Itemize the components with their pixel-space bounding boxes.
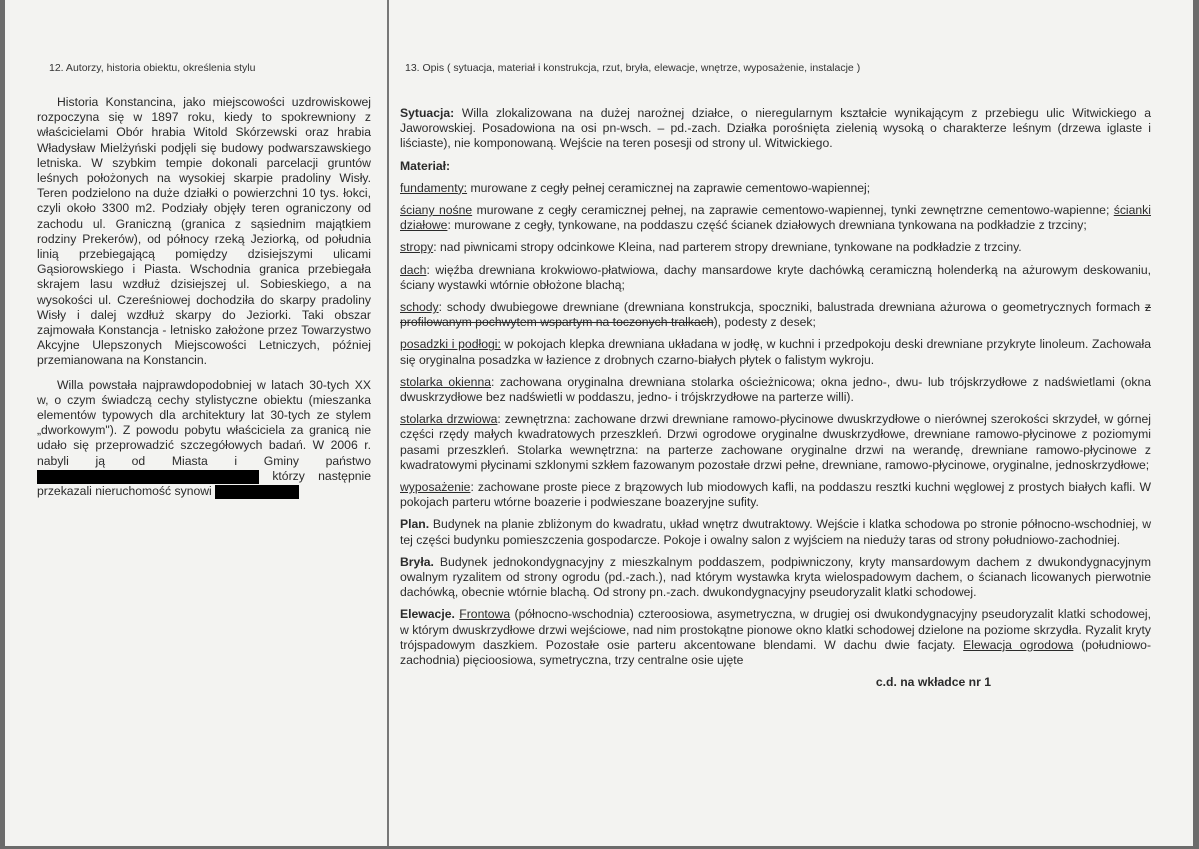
section-13-heading: 13. Opis ( sytuacja, materiał i konstrukcja, rzut, bryła, elewacje, wnętrze, wyposażenie, instalacje ) — [405, 62, 861, 74]
doors-paragraph: stolarka drzwiowa: zewnętrzna: zachowane drzwi drewniane ramowo-płycinowe dwuskrzydłowe o nierównej szerokości skrzydeł, w górnej części rzędy małych kwadratowych przeszkleń. Drzwi ogrodowe oryginalne dwuskrzydłowe, drewniane ramowo-płycinowe z poziomymi pasami przeszkleń. Stolarka wewnętrzna: na parterze zachowane oryginalne drzwi na werandę, drewniane ramowo-płycinowe z kwadratowymi płycinami szklonymi szkłem fazowanym pozostałe drzwi pełne, drewniane, ramowo-płycinowe, oryginalne, jednoskrzydłowe; — [400, 412, 1151, 472]
document-sheet — [5, 0, 1193, 846]
redaction-bar — [215, 485, 299, 499]
foundations-paragraph: fundamenty: murowane z cegły pełnej ceramicznej na zaprawie cementowo-wapiennej; — [400, 180, 871, 195]
roof-paragraph: dach: więźba drewniana krokwiowo-płatwiowa, dachy mansardowe kryte dachówką ceramiczną holenderką na ażurowym deskowaniu, ściany wystawki wtórnie obłożone blachą; — [400, 262, 1151, 292]
left-column — [5, 0, 389, 846]
continuation-note: c.d. na wkładce nr 1 — [875, 675, 991, 690]
floors-paragraph: posadzki i podłogi: w pokojach klepka drewniana układana w jodłę, w kuchni i przedpokoju deski drewniane przykryte linoleum. Zachowała się oryginalna posadzka w łazience z drobnych czarno-białych płytek o falistym wykroju. — [400, 337, 1151, 367]
plan-paragraph: Plan. Budynek na planie zbliżonym do kwadratu, układ wnętrz dwutraktowy. Wejście i klatka schodowa po stronie północno-wschodniej, w tej części budynku pomieszczenia gospodarcze. Pokoje i owalny salon z wyjściem na nieduży taras od strony południowo-zachodniej. — [400, 517, 1151, 547]
situation-paragraph: Sytuacja: Willa zlokalizowana na dużej narożnej działce, o nieregularnym kształcie wynikającym z przebiegu ulic Witwickiego a Jaworowskiej. Posadowiona na osi pn-wsch. – pd.-zach. Działka porośnięta zielenią wysoką o charakterze leśnym (drzewa iglaste i liściaste), nie komponowaną. Wejście na teren posesji od strony ul. Witwickiego. — [400, 106, 1151, 151]
history-paragraph-1: Historia Konstancina, jako miejscowości uzdrowiskowej rozpoczyna się w 1897 roku, kiedy to spokrewniony z właścicielami Obór hrabia Witold Skórzewski oraz hrabia Władysław Mielżyński podjęli się budowy podwarszawskiego letniska. W szybkim tempie dokonali parcelacji gruntów leśnych położonych na wysokiej skarpie pradoliny Wisły. Teren podzielono na duże działki o powierzchni 10 tys. łokci, czyli około 3300 m2. Podziały objęły teren ograniczony od zachodu ul. Graniczną (granica z sąsiednim majątkiem rodziny Prekerów), od północy rzeką Jeziorką, od południa linią przebiegającą pomiędzy dzisiejszymi ulicami Gąsiorowskiego i Piasta. Wschodnia granica przebiegała skrajem lasu wzdłuż dzisiejszej ul. Sobieskiego, a na wysokości ul. Czereśniowej dochodziła do skarpy pradoliny Wisły i dalej wzdłuż skarpy do Jeziorki. Taki obszar zajmowała Konstancja - letnisko założone przez Towarzystwo Akcyjne Ulepszonych Miejscowości Letniczych, później przemianowana na Konstancin. — [37, 95, 371, 368]
description-text — [400, 106, 1151, 703]
history-paragraph-2: Willa powstała najprawdopodobniej w latach 30-tych XX w, o czym świadczą cechy stylistyczne obiektu (mieszanka elementów typowych dla architektury lat 30-tych ze stylem „dworkowym"). Z powodu pobytu właściciela za granicą nie udało się przeprowadzić szczegółowych badań. W 2006 r. nabyli ją od Miasta i Gminy państwo którzy następnie przekazali nieruchomość synowi — [37, 377, 372, 499]
massing-paragraph: Bryła. Budynek jednokondygnacyjny z mieszkalnym poddaszem, podpiwniczony, kryty mansardowym dachem z dwukondygnacyjnym owalnym ryzalitem od strony ogrodu (pd.-zach.), nad którym wystawka kryta wielospadowym dachem, o ścianach licowanych pierwotnie dachówką, obecnie wtórnie blachą. Od strony pn.-zach. dwukondygnacyjny pseudoryzalit klatki schodowej. — [400, 554, 1151, 600]
walls-paragraph: ściany nośne murowane z cegły ceramicznej pełnej, na zaprawie cementowo-wapiennej, tynki zewnętrzne cementowo-wapienne; ścianki działowe: murowane z cegły, tynkowane, na poddaszu część ścianek działowych drewniana tynkowana na podkładzie z trzciny; — [400, 203, 1151, 233]
equipment-paragraph: wyposażenie: zachowane proste piece z brązowych lub miodowych kafli, na poddaszu resztki kuchni węglowej z prostych białych kafli. W pokojach parteru wtórne boazerie i podwieszane boazeryjne sufity. — [400, 480, 1151, 510]
history-text — [37, 95, 371, 499]
windows-paragraph: stolarka okienna: zachowana oryginalna drewniana stolarka ościeżnicowa; okna jedno-, dwu- lub trójskrzydłowe z nadświetlami (okna dwuskrzydłowe bez nadświetli w poddaszu, jedno- i trójskrzydłowe na parterze willi). — [400, 374, 1151, 405]
redaction-bar — [37, 470, 259, 484]
stairs-paragraph: schody: schody dwubiegowe drewniane (drewniana konstrukcja, spoczniki, balustrada drewniana ażurowa o geometrycznych formach z profilowanym pochwytem wspartym na toczonych tralkach), podesty z desek; — [400, 300, 1151, 330]
ceilings-paragraph: stropy: nad piwnicami stropy odcinkowe Kleina, nad parterem stropy drewniane, tynkowane na podkładzie z trzciny. — [400, 240, 1022, 255]
material-heading: Materiał: — [400, 158, 451, 173]
elevations-paragraph: Elewacje. Frontowa (północno-wschodnia) czteroosiowa, asymetryczna, w drugiej osi dwukondygnacyjny pseudoryzalit klatki schodowej, w którym dwuskrzydłowe drzwi wejściowe, nad nim prostokątne pionowe okno klatki schodowej dzielone na poziome skrzydła. Ryzalit kryty trójspadowym daszkiem. Pozostałe osie parteru akcentowane blendami. W dachu dwie facjaty. Elewacja ogrodowa (południowo-zachodnia) pięcioosiowa, symetryczna, trzy centralne osie ujęte — [400, 607, 1151, 668]
section-12-heading: 12. Autorzy, historia obiektu, określenia stylu — [49, 62, 256, 74]
right-column — [389, 0, 1193, 846]
